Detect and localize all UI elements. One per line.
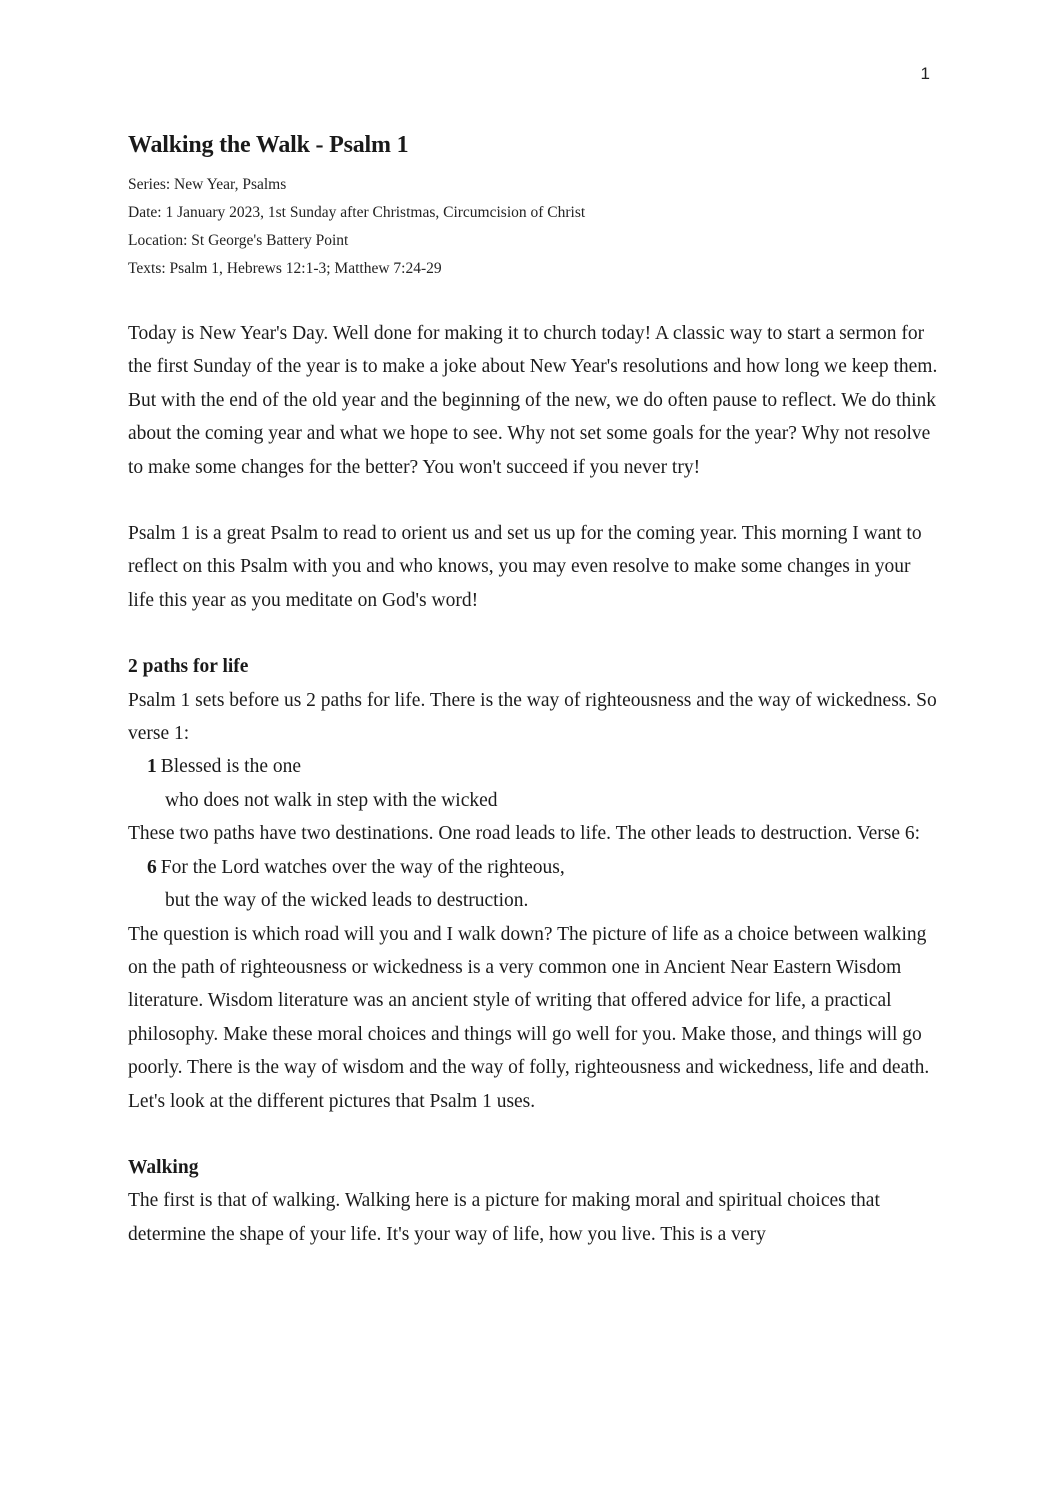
paths-paragraph-1: Psalm 1 sets before us 2 paths for life. There is the way of righteousness and the way of wickedness. So verse 1: [128,689,937,745]
intro-paragraph-2: Psalm 1 is a great Psalm to read to orient us and set us up for the coming year. This morning I want to reflect on this Psalm with you and who knows, you may even resolve to make some changes in your life this year as you meditate on God's word! [128,523,922,611]
document-title: Walking the Walk - Psalm 1 [128,132,409,158]
meta-series: Series: New Year, Psalms [128,176,287,193]
meta-location: Location: St George's Battery Point [128,232,349,249]
walking-paragraph-1: The first is that of walking. Walking here is a picture for making moral and spiritual choices that determine the shape of your life. It's your way of life, how you live. This is a very [128,1190,880,1245]
intro-paragraph-1: Today is New Year's Day. Well done for making it to church today! A classic way to start a sermon for the first Sunday of the year is to make a joke about New Year's resolutions and how long we keep them. But with the end of the old year and the beginning of the new, we do often pause to reflect. We do think about the coming year and what we hope to see. Why not set some goals for the year? Why not resolve to make some changes for the better? You won't succeed if you never try! [128,323,938,478]
verse-text: Blessed is the one [160,756,302,778]
section-heading-paths: 2 paths for life [128,656,249,678]
sermon-metadata [128,171,938,283]
document-body [128,128,938,1251]
meta-texts: Texts: Psalm 1, Hebrews 12:1-3; Matthew 7:24-29 [128,260,442,277]
section-heading-walking: Walking [128,1156,199,1178]
verse-number: 1 [147,756,157,778]
verse-1-line-1 [128,750,938,783]
verse-6-line-2: but the way of the wicked leads to destruction. [165,890,529,912]
page-number: 1 [920,64,930,83]
verse-number: 6 [147,856,157,878]
verse-text: For the Lord watches over the way of the righteous, [160,856,565,878]
meta-date: Date: 1 January 2023, 1st Sunday after Christmas, Circumcision of Christ [128,204,586,221]
verse-1-line-2: who does not walk in step with the wicked [165,789,498,811]
paths-paragraph-3: The question is which road will you and I walk down? The picture of life as a choice between walking on the path of righteousness or wickedness is a very common one in Ancient Near Eastern Wisdom literature. Wisdom literature was an ancient style of writing that offered advice for life, a practical philosophy. Make these moral choices and things will go well for you. Make those, and things will go poorly. There is the way of wisdom and the way of folly, righteousness and wickedness, life and death. Let's look at the different pictures that Psalm 1 uses. [128,923,930,1112]
verse-6-line-1 [128,851,938,884]
paths-paragraph-2: These two paths have two destinations. One road leads to life. The other leads to destruction. Verse 6: [128,823,921,845]
